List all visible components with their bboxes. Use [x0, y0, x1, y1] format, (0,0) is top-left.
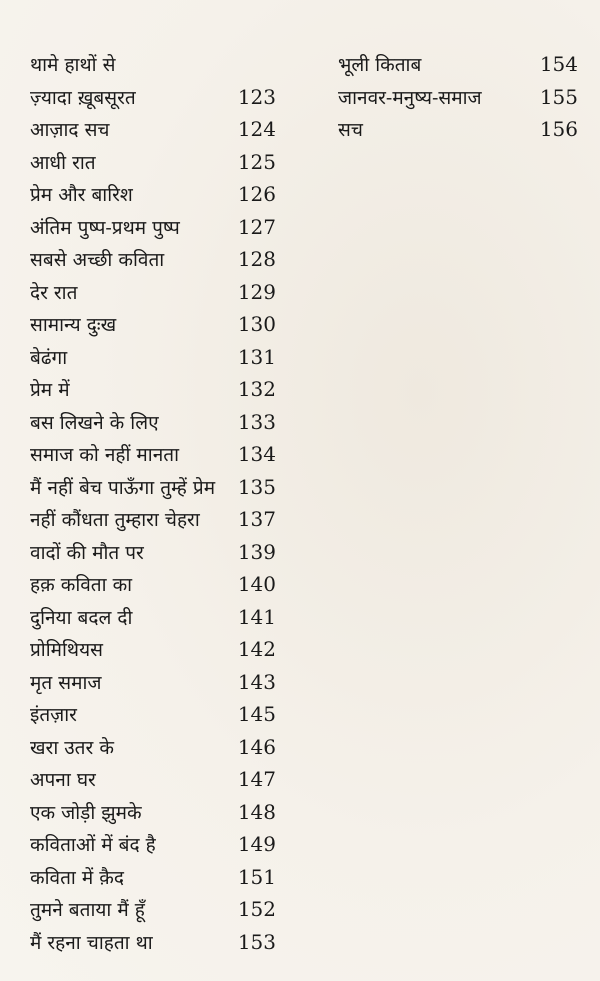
toc-entry [30, 763, 276, 796]
toc-entry-title: बेढंगा [30, 346, 68, 369]
toc-entry [30, 698, 276, 731]
toc-entry-page-number: 124 [237, 117, 276, 142]
toc-entry [338, 113, 578, 146]
toc-entry [30, 828, 276, 861]
toc-entry-page-number: 131 [237, 344, 276, 369]
toc-entry-page-number: 125 [237, 149, 276, 174]
toc-entry [30, 341, 276, 374]
toc-entry-title: मैं नहीं बेच पाऊँगा तुम्हें प्रेम [30, 476, 216, 499]
toc-list-right [338, 48, 578, 146]
toc-entry-title: सच [338, 119, 363, 142]
toc-entry-title: हक़ कविता का [30, 574, 133, 597]
toc-entry [30, 211, 276, 244]
toc-entry-title: इंतज़ार [30, 704, 77, 727]
toc-entry [30, 438, 276, 471]
toc-entry-page-number: 139 [237, 539, 276, 564]
toc-entry-title: आज़ाद सच [30, 119, 110, 142]
toc-entry [30, 926, 276, 959]
toc-entry [30, 568, 276, 601]
toc-entry-page-number: 132 [237, 377, 276, 402]
toc-entry [30, 276, 276, 309]
toc-entry-title: वादों की मौत पर [30, 541, 144, 564]
toc-entry-page-number: 130 [237, 312, 276, 337]
toc-entry-page-number: 129 [237, 279, 276, 304]
toc-entry [30, 536, 276, 569]
toc-entry-title: समाज को नहीं मानता [30, 444, 179, 467]
toc-entry-title: अपना घर [30, 769, 96, 792]
toc-entry-page-number: 147 [237, 767, 276, 792]
toc-entry-title: नहीं कौंधता तुम्हारा चेहरा [30, 509, 200, 532]
toc-entry-title: आधी रात [30, 151, 96, 174]
toc-entry [30, 503, 276, 536]
toc-entry-page-number: 142 [237, 637, 276, 662]
toc-entry [30, 796, 276, 829]
toc-entry [30, 373, 276, 406]
toc-entry-page-number: 127 [237, 214, 276, 239]
toc-entry [30, 471, 276, 504]
toc-entry-title: सबसे अच्छी कविता [30, 249, 165, 272]
toc-entry [30, 666, 276, 699]
toc-entry-title: सामान्य दुःख [30, 314, 117, 337]
toc-entry-title: कविताओं में बंद है [30, 834, 156, 857]
toc-section-heading [30, 48, 276, 81]
toc-entry-page-number: 146 [237, 734, 276, 759]
toc-entry [338, 48, 578, 81]
toc-entry [30, 81, 276, 114]
toc-entry-page-number: 156 [539, 117, 578, 142]
toc-entry-page-number: 140 [237, 572, 276, 597]
toc-entry [30, 308, 276, 341]
toc-entry-page-number: 155 [539, 84, 578, 109]
toc-list-left [30, 81, 276, 959]
toc-entry-page-number: 145 [237, 702, 276, 727]
toc-entry [30, 406, 276, 439]
toc-entry-title: तुमने बताया मैं हूँ [30, 899, 145, 922]
toc-entry-title: एक जोड़ी झुमके [30, 801, 142, 824]
toc-entry-page-number: 133 [237, 409, 276, 434]
toc-entry-title: मैं रहना चाहता था [30, 931, 153, 954]
toc-entry-title: प्रेम में [30, 379, 70, 402]
toc-entry-page-number: 149 [237, 832, 276, 857]
toc-entry-title: जानवर-मनुष्य-समाज [338, 86, 482, 109]
toc-entry-page-number: 128 [237, 247, 276, 272]
toc-entry [30, 731, 276, 764]
toc-entry [30, 178, 276, 211]
toc-entry-title: बस लिखने के लिए [30, 411, 159, 434]
toc-entry-title: अंतिम पुष्प-प्रथम पुष्प [30, 216, 180, 239]
toc-entry-title: कविता में क़ैद [30, 866, 124, 889]
section-heading-text: थामे हाथों से [30, 54, 116, 77]
toc-entry [30, 633, 276, 666]
toc-entry-page-number: 148 [237, 799, 276, 824]
toc-entry [30, 893, 276, 926]
toc-entry-page-number: 154 [539, 52, 578, 77]
toc-entry [30, 146, 276, 179]
toc-entry-title: देर रात [30, 281, 78, 304]
toc-entry [30, 601, 276, 634]
toc-entry [30, 243, 276, 276]
toc-entry [30, 113, 276, 146]
toc-entry [338, 81, 578, 114]
toc-entry-title: प्रोमिथियस [30, 639, 103, 662]
toc-entry-page-number: 126 [237, 182, 276, 207]
toc-left-column [30, 48, 276, 958]
toc-entry-title: भूली किताब [338, 54, 422, 77]
toc-entry-title: मृत समाज [30, 671, 102, 694]
toc-entry-page-number: 137 [237, 507, 276, 532]
toc-entry-title: ज़्यादा ख़ूबसूरत [30, 86, 136, 109]
toc-entry-page-number: 135 [237, 474, 276, 499]
toc-entry-page-number: 143 [237, 669, 276, 694]
toc-entry-title: प्रेम और बारिश [30, 184, 133, 207]
toc-entry-page-number: 152 [237, 897, 276, 922]
toc-entry-page-number: 141 [237, 604, 276, 629]
toc-entry-page-number: 153 [237, 929, 276, 954]
toc-entry-title: दुनिया बदल दी [30, 606, 133, 629]
toc-entry-page-number: 123 [237, 84, 276, 109]
toc-entry-page-number: 134 [237, 442, 276, 467]
toc-right-column [338, 48, 578, 146]
toc-entry-title: खरा उतर के [30, 736, 114, 759]
toc-entry-page-number: 151 [237, 864, 276, 889]
toc-entry [30, 861, 276, 894]
